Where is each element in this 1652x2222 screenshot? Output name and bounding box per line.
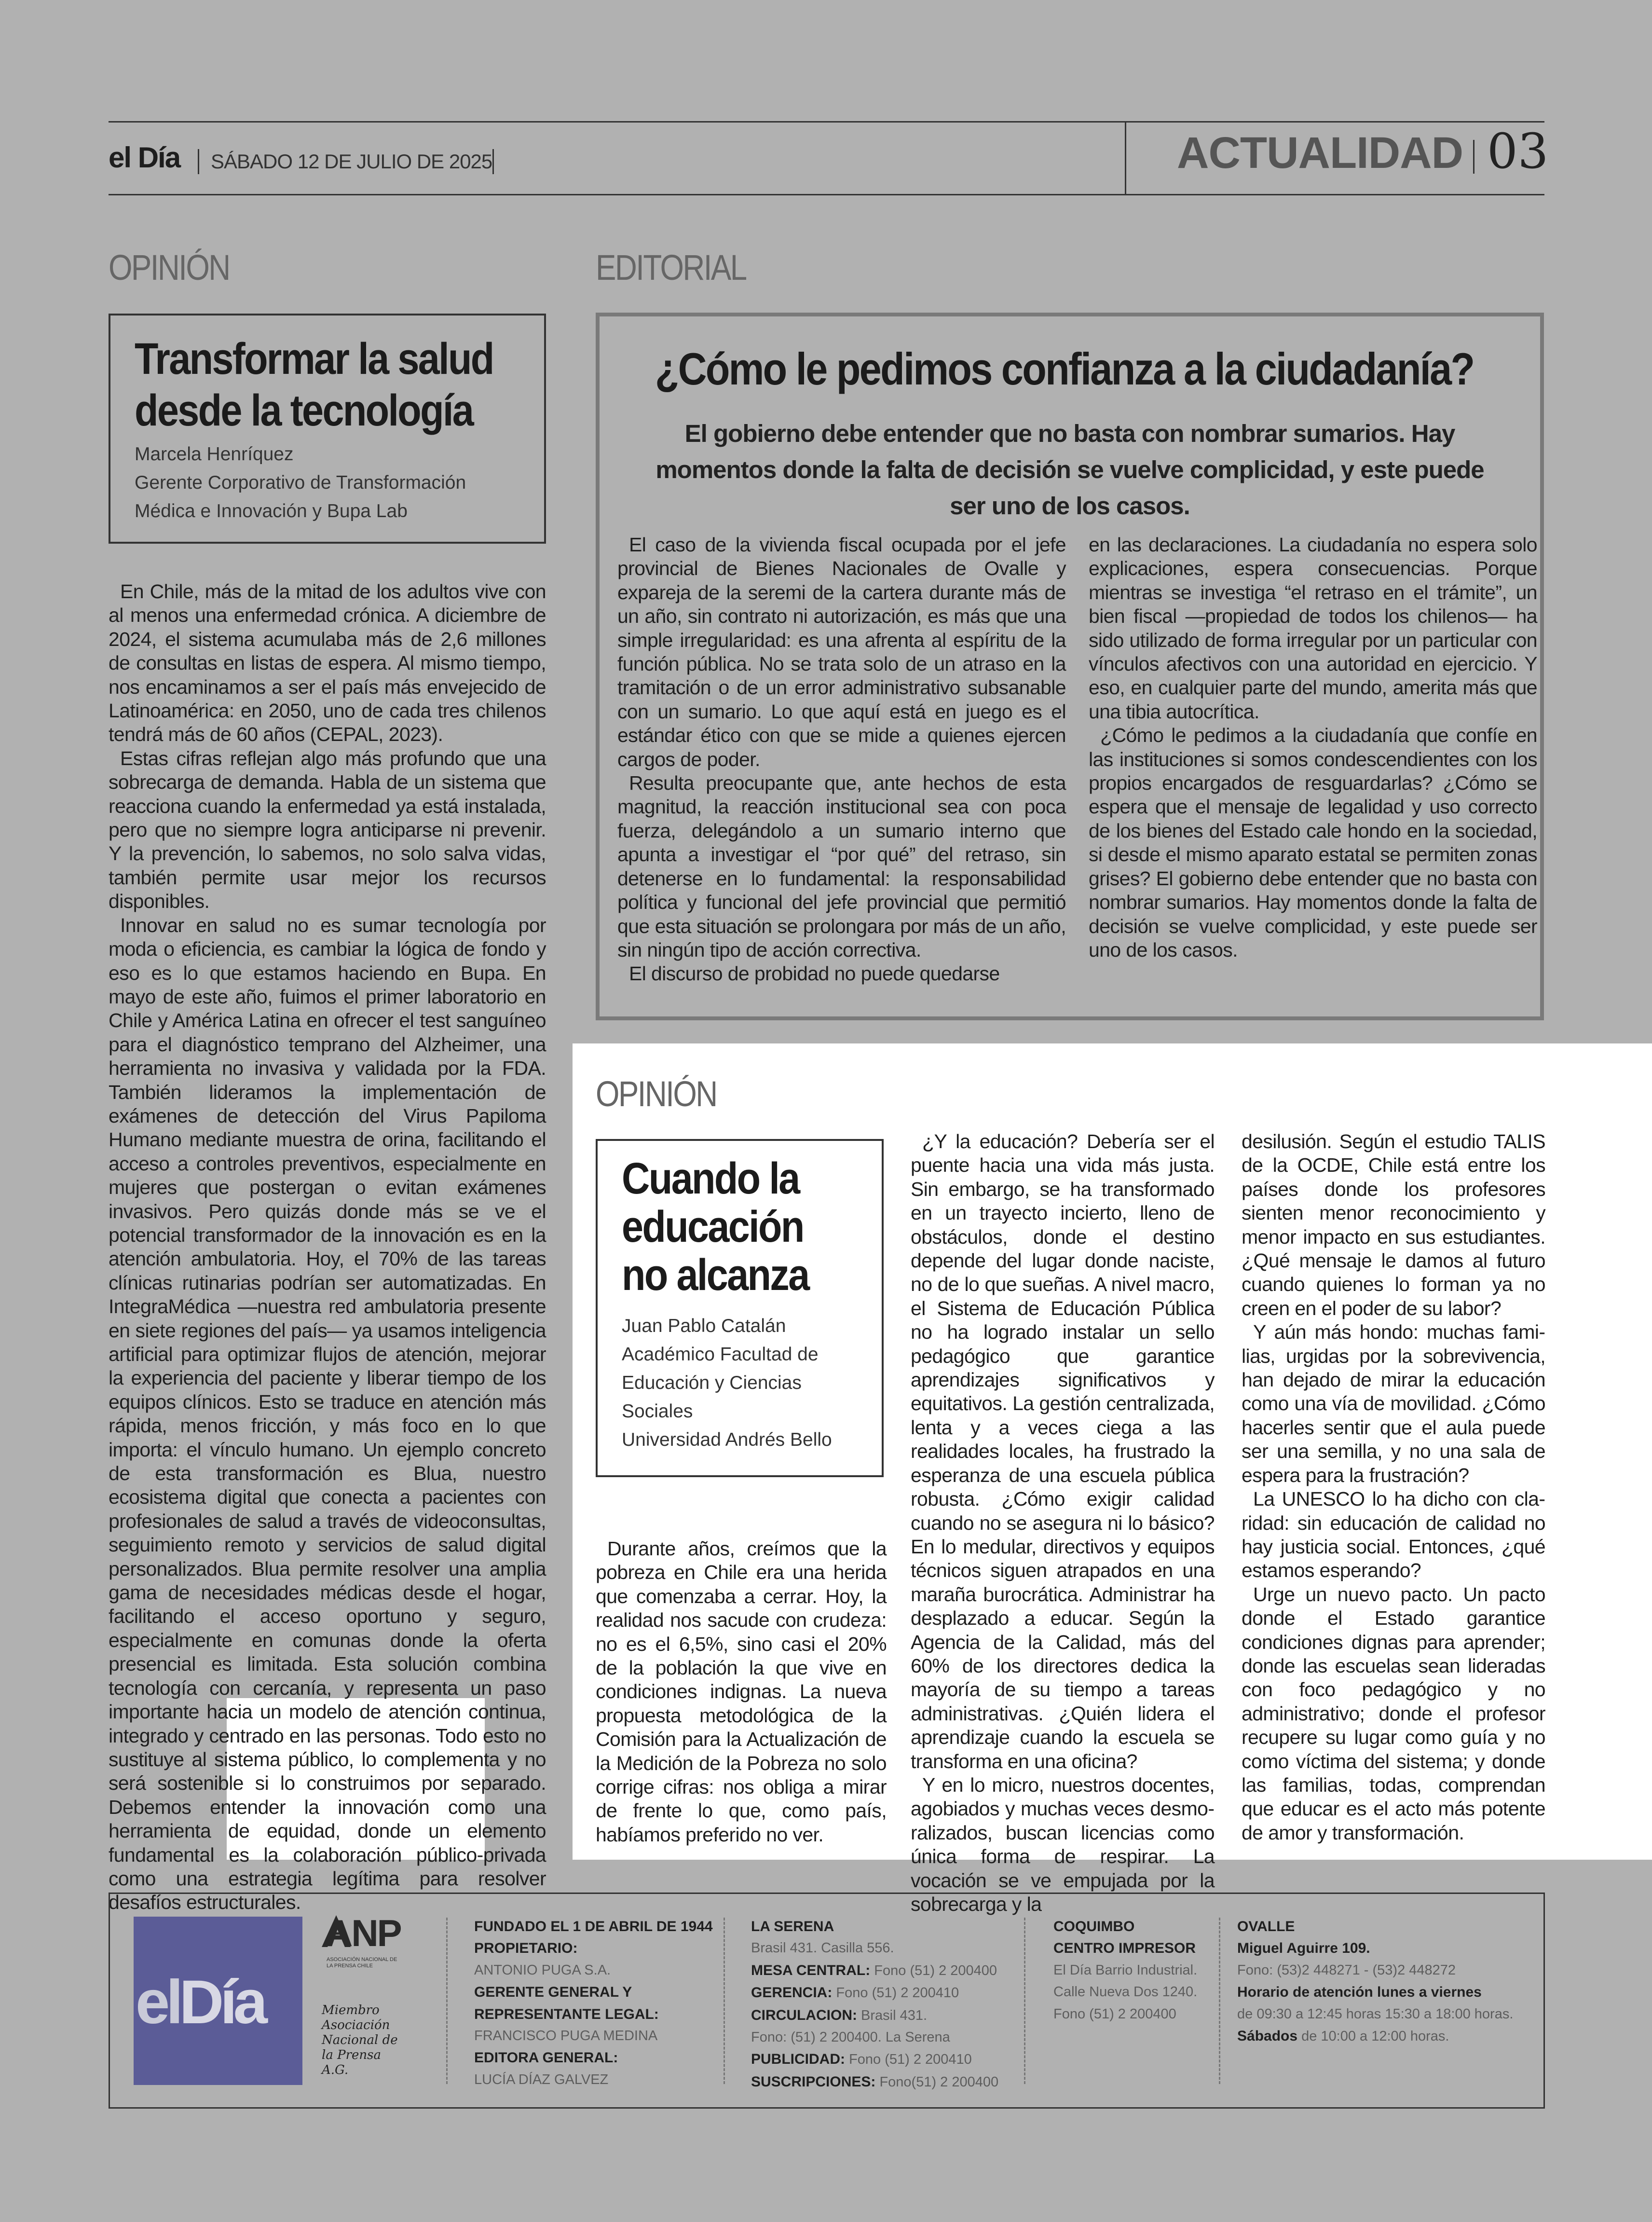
opinion-education-column-1: Durante años, creímos que la pobreza en Chile era una herida que comenzaba a cerrar. Hoy, la realidad nos sacude con crudeza: no es el 6,5%, sino casi el 20% de la población la que vive en condiciones indignas. La nueva propuesta metodológica de la Comisión para la Actualización de la Medición de la Pobreza no solo corrige cifras: nos obliga a mirar de frente lo que, como país, habíamos preferido no ver. xyxy=(596,1537,887,1846)
footer-logo: elDía xyxy=(134,1917,302,2085)
anp-caption: ASOCIACIÓN NACIONAL DE LA PRENSA CHILE xyxy=(327,1957,397,1969)
author-role: Sociales xyxy=(622,1401,693,1422)
section-label-editorial: EDITORIAL xyxy=(596,247,746,288)
footer-column-ovalle: OVALLE Miguel Aguirre 109. Fono: (53)2 448271 - (53)2 448272 Horario de atención lunes a viernes de 09:30 a 12:45 horas 15:30 a 18:00 horas. Sábados de 10:00 a 12:00 horas. xyxy=(1237,1919,1514,2044)
editorial-column-2: en las declaraciones. La ciudadanía no espera solo explicaciones, espera consecuencias. Porque mientras se investiga “el retraso en el trámite”, un bien fiscal —propiedad de todos los chilenos— ha sido utilizado de forma irregular por un particular con vínculos afectivos con una autoridad en ejercicio. Y eso, en cualquier parte del mundo, amerita más que una tibia autocrítica. ¿Cómo le pedimos a la ciudadanía que confíe en las instituciones si somos condescendientes con los propios encargados de resguardarlas? ¿Cómo se espera que el mensaje de legalidad y uso correcto de los bienes del Estado cale hondo en la sociedad, si desde el mismo aparato estatal se permiten zonas grises? El gobierno debe entender que no basta con nombrar sumarios. Hay momentos donde la falta de decisión se vuelve complicidad, y este puede ser uno de los casos. xyxy=(1089,534,1537,961)
opinion-education-title: Cuando la educación no alcanza xyxy=(622,1154,809,1300)
page-number: 03 xyxy=(1487,123,1549,179)
opinion-health-header-box xyxy=(109,314,546,544)
header-bottom-rule xyxy=(109,194,1544,195)
author-role: Médica e Innovación y Bupa Lab xyxy=(135,501,408,521)
header-divider xyxy=(198,149,199,174)
footer-column-la-serena: LA SERENA Brasil 431. Casilla 556. MESA CENTRAL: Fono (51) 2 200400 GERENCIA: Fono (51) 2 200410 CIRCULACION: Brasil 431. Fono: (51) 2 200400. La Serena PUBLICIDAD: Fono (51) 2 200410 SUSCRIPCIONES: Fono(51) 2 200400 xyxy=(751,1919,999,2090)
section-label-opinion: OPINIÓN xyxy=(109,247,230,288)
section-title: ACTUALIDAD xyxy=(1177,128,1463,178)
header-date: SÁBADO 12 DE JULIO DE 2025 xyxy=(211,150,492,173)
anp-logo xyxy=(322,1912,418,1969)
opinion-health-body: En Chile, más de la mitad de los adultos vive con al menos una enfermedad crónica. A diciembre de 2024, el sistema acumulaba más de 2,6 millones de consultas en listas de espera. Al mismo tiempo, nos encaminamos a ser el país más envejecido de Latinoamérica: en 2050, uno de cada tres chilenos tendrá más de 60 años (CEPAL, 2023). Estas cifras reflejan algo más profundo que una sobrecarga de demanda. Habla de un sistema que reacciona cuando la enfermedad ya está instalada, pero que no siempre logra anticiparse ni prevenir. Y la prevención, lo sabemos, no solo salva vidas, también permite usar mejor los recursos disponibles. Innovar en salud no es sumar tecnología por moda o eficiencia, es cambiar la lógica de fondo y eso es lo que estamos haciendo en Bupa. En mayo de este año, fuimos el primer laboratorio en Chile y América Latina en ofrecer el test sanguíneo para el diagnóstico temprano del Alzheimer, una herramienta no invasiva y validada por la FDA. También lideramos la implementación de exámenes de detección del Virus Papiloma Humano mediante muestra de orina, facilitando el acceso a controles preventivos, especialmente en mujeres que postergan o evitan exámenes invasivos. Pero quizás donde más se ve el potencial transformador de la innovación es en la atención ambulatoria. Hoy, el 70% de las tareas clínicas rutinarias podrían ser automatizadas. En IntegraMédica —nuestra red ambulatoria presente en siete regiones del país— ya usamos inteligencia artificial para optimizar flujos de atención, mejorar la experiencia del paciente y liberar tiempo de los equipos clínicos. Esto se traduce en atención más rápida, menos fricción, y más foco en lo que importa: el vínculo humano. Un ejemplo concreto de esta transformación es Blua, nuestro ecosistema digital que conecta a pacientes con profesionales de salud a través de videoconsultas, seguimiento remoto y servicios de salud digital personalizados. Blua permite resolver una amplia gama de necesidades médicas desde el hogar, facilitando el acceso oportuno y seguro, especialmente en comunas donde la oferta presencial es limitada. Esta solución combina tecnología con cercanía, y representa un paso importante hacia un modelo de atención continua, integrado y centrado en las personas. Todo esto no sustituye al sistema público, lo complementa y no será sostenible si lo construimos por separado. Debemos entender la innovación como una herramienta de equidad, donde un elemento fundamental es la colaboración público-privada como una estrategia legítima para resolver desafíos estructurales. xyxy=(109,580,546,1914)
editorial-box xyxy=(596,313,1544,1020)
author-name: Juan Pablo Catalán xyxy=(622,1316,786,1336)
footer-divider xyxy=(1219,1918,1220,2084)
editorial-column-1: El caso de la vivienda fiscal ocupada por el jefe provincial de Bienes Nacionales de Ovalle y expareja de la seremi de la cartera durante más de un año, sin contrato ni autorización, es más que una simple irregularidad: es una afrenta al espíritu de la función pública. No se trata solo de un atraso en la tramitación o de un error administrativo subsanable con un sumario. Lo que aquí está en juego es el estándar ético con que se mide a quienes ejercen cargos de poder. Resulta preocupante que, ante hechos de esta magnitud, la reacción institucional sea con poca fuerza, delegándolo a un sumario interno que apunta a investigar el “por qué” del retraso, sin detenerse en lo fundamental: la responsabilidad política y funcional del jefe provincial que permitió que esta situación se prolongara por más de un año, sin ningún tipo de acción correctiva. El discurso de probidad no puede quedarse xyxy=(617,534,1066,985)
section-label-opinion: OPINIÓN xyxy=(596,1074,717,1114)
footer-divider xyxy=(724,1918,725,2084)
opinion-education-author xyxy=(622,1312,832,1454)
opinion-health-author xyxy=(135,440,466,525)
header-top-rule xyxy=(109,121,1544,123)
footer-column-staff: FUNDADO EL 1 DE ABRIL DE 1944 PROPIETARIO: ANTONIO PUGA S.A. GERENTE GENERAL Y REPRESENTANTE LEGAL: FRANCISCO PUGA MEDINA EDITORA GENERAL: LUCÍA DÍAZ GALVEZ xyxy=(474,1919,713,2087)
header-section-divider xyxy=(1125,121,1126,194)
header-divider xyxy=(492,149,494,174)
editorial-lead: El gobierno debe entender que no basta con nombrar sumarios. Hay momentos donde la falta de decisión se vuelve complicidad, y este puede ser uno de los casos. xyxy=(655,420,1484,520)
opinion-health-title: Transformar la salud desde la tecnología xyxy=(135,334,493,435)
header-divider xyxy=(1473,140,1475,174)
editorial-title: ¿Cómo le pedimos confianza a la ciudadanía? xyxy=(655,343,1474,394)
footer-divider xyxy=(446,1918,448,2084)
anp-member-text: Miembro Asociación Nacional de la Prensa A.G. xyxy=(322,2003,398,2077)
author-role: Educación y Ciencias xyxy=(622,1372,802,1393)
masthead-brand: el Día xyxy=(109,141,180,174)
opinion-education-column-3: desilusión. Según el estudio TALIS de la OCDE, Chile está entre los países donde los profesores sienten menor reconocimiento y menor impacto en sus estudiantes. ¿Qué mensaje le damos al futuro cuando quienes lo forman ya no creen en el poder de su labor? Y aún más hondo: muchas familias, urgidas por la sobrevivencia, han dejado de mirar la educación como una vía de movilidad. ¿Cómo hacerles sentir que el aula puede ser una semilla, y no una sala de espera para la frustración? La UNESCO lo ha dicho con claridad: sin educación de calidad no hay justicia social. Entonces, ¿qué estamos esperando? Urge un nuevo pacto. Un pacto donde el Estado garantice condiciones dignas para aprender; donde las escuelas sean lideradas con foco pedagógico y no administrativo; donde el profesor recupere su lugar como guía y no como víctima del sistema; y donde las familias, todas, comprendan que educar es el acto más potente de amor y transformación. xyxy=(1242,1130,1545,1844)
author-role: Universidad Andrés Bello xyxy=(622,1429,832,1450)
footer-column-coquimbo: COQUIMBO CENTRO IMPRESOR El Día Barrio Industrial. Calle Nueva Dos 1240. Fono (51) 2 200400 xyxy=(1053,1919,1198,2022)
author-name: Marcela Henríquez xyxy=(135,444,294,465)
footer-divider xyxy=(1024,1918,1025,2084)
anp-letters: ANP xyxy=(326,1912,401,1954)
opinion-education-header-box xyxy=(596,1139,884,1477)
opinion-education-column-2: ¿Y la educación? Debería ser el puente hacia una vida más justa. Sin embargo, se ha transformado en un trayecto incierto, lleno de obstáculos, donde el destino depende del lugar donde naciste, no de lo que sueñas. A nivel macro, el Sistema de Educación Pública no ha logrado instalar un sello pedagógico que garantice aprendizajes significativos y equitativos. La gestión centralizada, lenta y a veces ciega a las realidades locales, ha frustrado la esperanza de una escuela pública robusta. ¿Cómo exigir calidad cuando no se asegura ni lo básico? En lo medular, directivos y equipos técnicos siguen atrapados en una maraña burocrática. Administrar ha desplazado a educar. Según la Agencia de la Calidad, más del 60% de los directores dedica la mayoría de su tiempo a tareas administrativas. ¿Quién lidera el aprendizaje cuando la escuela se transforma en una oficina? Y en lo micro, nuestros docentes, agobiados y muchas veces desmoralizados, buscan licencias como única forma de respirar. La vocación se ve empujada por la sobrecarga y la xyxy=(911,1130,1215,1915)
author-role: Gerente Corporativo de Transformación xyxy=(135,472,466,493)
author-role: Académico Facultad de xyxy=(622,1344,819,1365)
